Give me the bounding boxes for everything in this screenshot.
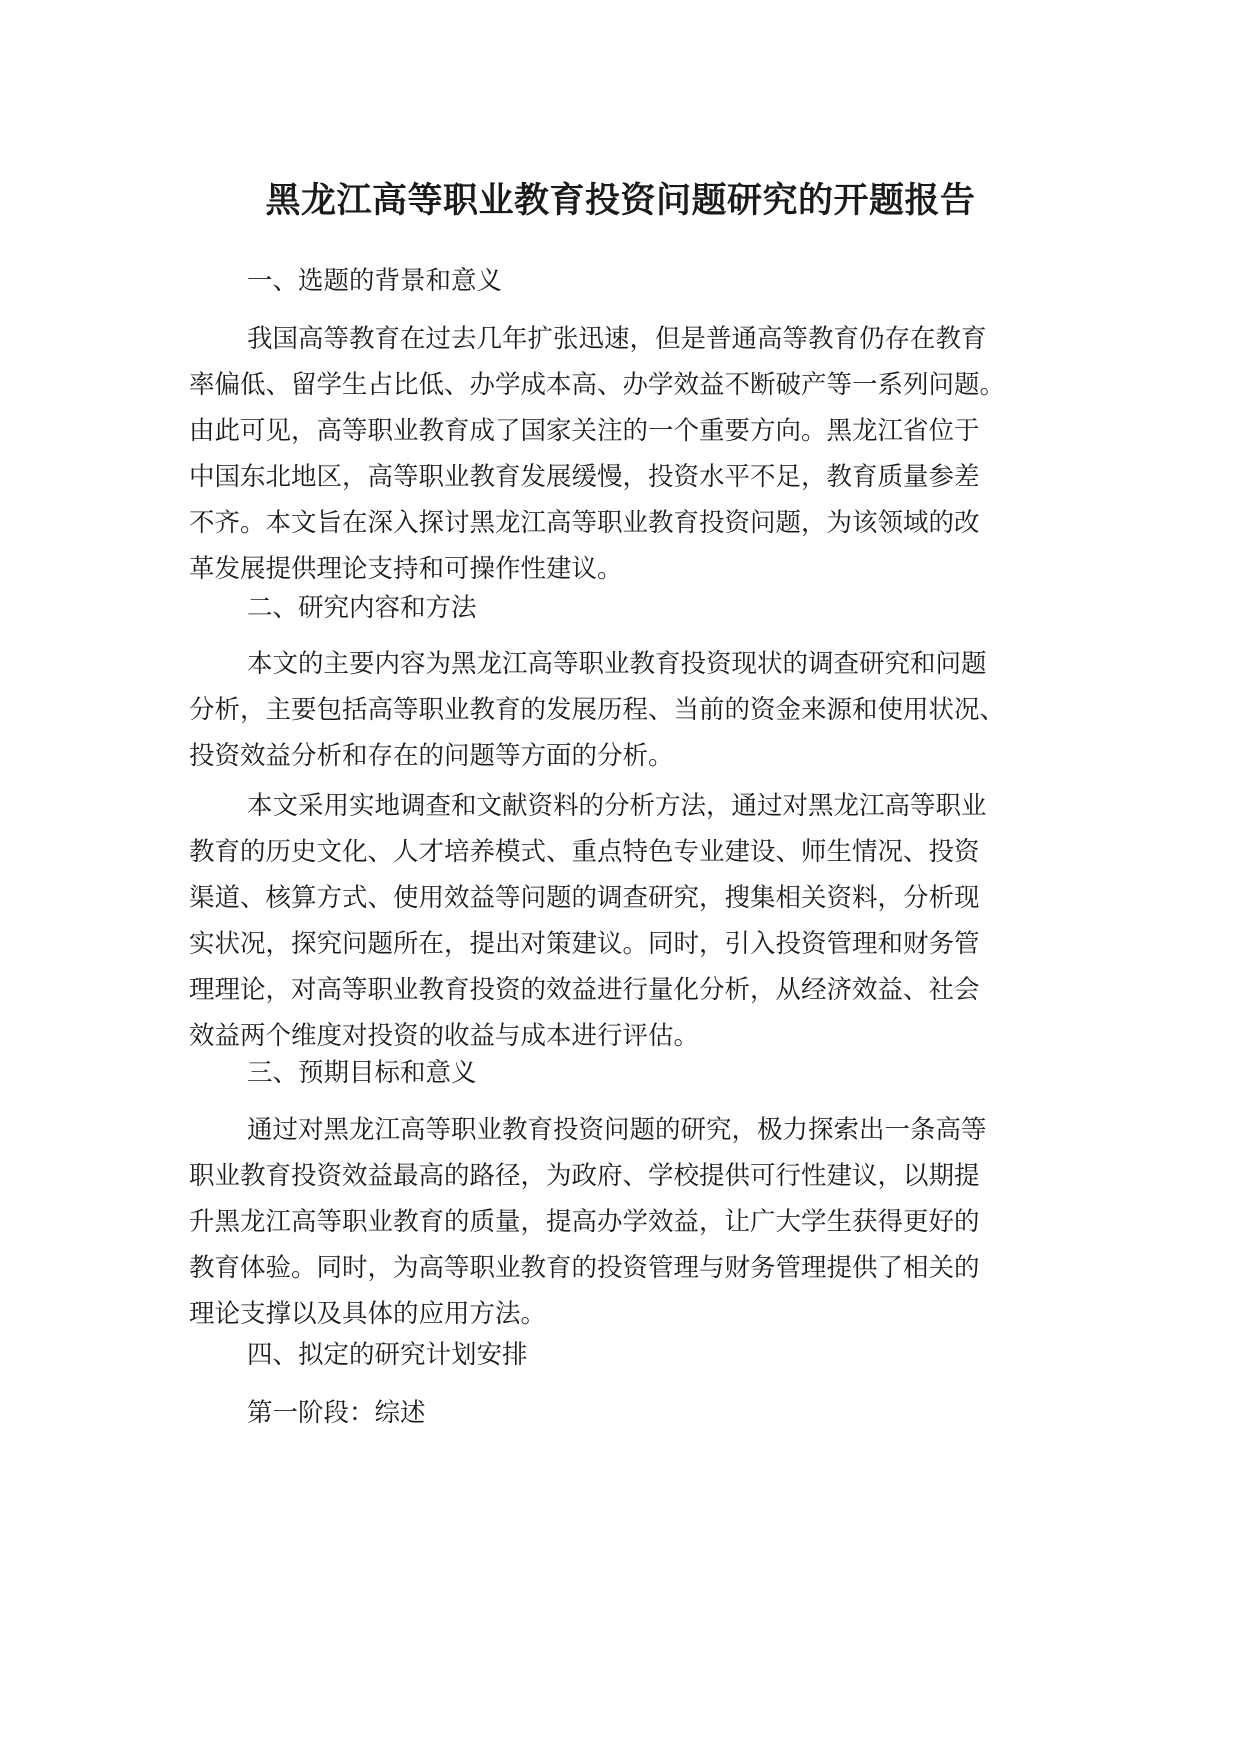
paragraph-background: [189, 316, 1069, 592]
text-line: 职业教育投资效益最高的路径，为政府、学校提供可行性建议，以期提: [189, 1161, 980, 1191]
text-line: 革发展提供理论支持和可操作性建议。: [189, 554, 623, 584]
section-heading-goals: 三、预期目标和意义: [247, 1058, 477, 1088]
text-line: 率偏低、留学生占比低、办学成本高、办学效益不断破产等一系列问题。: [189, 370, 1006, 400]
text-line: 升黑龙江高等职业教育的质量，提高办学效益，让广大学生获得更好的: [189, 1207, 980, 1237]
text-line: 本文的主要内容为黑龙江高等职业教育投资现状的调查研究和问题: [247, 649, 987, 679]
text-line: 理理论，对高等职业教育投资的效益进行量化分析，从经济效益、社会: [189, 975, 980, 1005]
text-line: 渠道、核算方式、使用效益等问题的调查研究，搜集相关资料，分析现: [189, 883, 980, 913]
text-line: 我国高等教育在过去几年扩张迅速，但是普通高等教育仍存在教育: [247, 324, 987, 354]
section-heading-background: 一、选题的背景和意义: [247, 266, 503, 296]
text-line: 本文采用实地调查和文献资料的分析方法，通过对黑龙江高等职业: [247, 791, 987, 821]
section-heading-plan: 四、拟定的研究计划安排: [247, 1340, 528, 1370]
document-title: 黑龙江高等职业教育投资问题研究的开题报告: [265, 181, 976, 221]
text-line: 实状况，探究问题所在，提出对策建议。同时，引入投资管理和财务管: [189, 929, 980, 959]
text-line: 理论支撑以及具体的应用方法。: [189, 1299, 547, 1329]
text-line: 不齐。本文旨在深入探讨黑龙江高等职业教育投资问题，为该领域的改: [189, 508, 980, 538]
text-line: 中国东北地区，高等职业教育发展缓慢，投资水平不足，教育质量参差: [189, 462, 980, 492]
text-line: 投资效益分析和存在的问题等方面的分析。: [189, 741, 674, 771]
text-line: 教育体验。同时，为高等职业教育的投资管理与财务管理提供了相关的: [189, 1253, 980, 1283]
section-heading-content-methods: 二、研究内容和方法: [247, 593, 477, 623]
text-line: 教育的历史文化、人才培养模式、重点特色专业建设、师生情况、投资: [189, 837, 980, 867]
text-line: 通过对黑龙江高等职业教育投资问题的研究，极力探索出一条高等: [247, 1115, 987, 1145]
text-line: 分析，主要包括高等职业教育的发展历程、当前的资金来源和使用状况、: [189, 695, 1006, 725]
paragraph-goals: [189, 1107, 1069, 1337]
text-line: 效益两个维度对投资的收益与成本进行评估。: [189, 1021, 700, 1051]
text-line: 由此可见，高等职业教育成了国家关注的一个重要方向。黑龙江省位于: [189, 416, 980, 446]
paragraph-methods: [189, 783, 1069, 1059]
paragraph-content: [189, 641, 1069, 779]
stage-one-label: 第一阶段：综述: [247, 1398, 426, 1428]
